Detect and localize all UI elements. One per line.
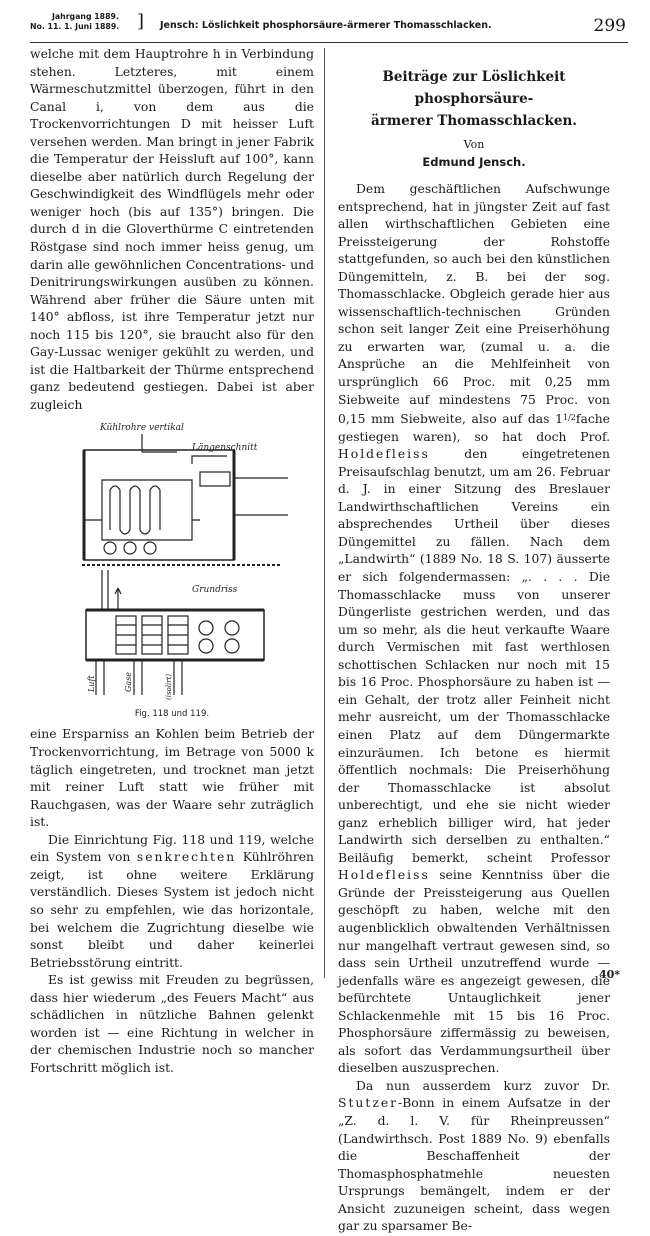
right-p2-a: Da nun ausserdem kurz zuvor Dr. <box>356 1078 610 1093</box>
right-p1-a: Dem geschäftlichen Aufschwunge entsprechend, hat in jüngster Zeit auf fast allen wirthschaftlichen Gebieten eine Preissteigerung der Rohstoffe stattgefunden, so auch bei den künstlichen Düngemitteln, z. B. bei der sog. Thomasschlacke. Obgleich gerade hier aus wissenschaftlich-technischen Gründen schon seit langer Zeit eine Preiserhöhung zu erwarten war, (zumal u. a. die Ansprüche an die Mehlfeinheit von ursprünglich 66 Proc. mit 0,25 mm Siebweite auf mindestens 75 Proc. von 0,15 mm Siebweite, also auf das 1 <box>338 182 610 427</box>
header-rule <box>30 42 628 43</box>
article-author: Edmund Jensch. <box>422 155 526 169</box>
label-laengenschnitt: Längenschnitt <box>192 443 258 454</box>
journal-info <box>30 12 138 32</box>
left-paragraph-3: Es ist gewiss mit Freuden zu begrüssen, dass hier wiederum „des Feuers Macht“ aus schädlichen in nützliche Bahnen gelenkt worden ist — eine Richtung in welcher in der chemischen Industrie noch so mancher Fortschritt möglich ist. <box>30 973 314 1075</box>
label-luft: Luft <box>87 675 96 693</box>
figure-caption: Fig. 118 und 119. <box>134 709 210 720</box>
name-stutzer: Stutzer <box>338 1096 399 1111</box>
article-title <box>338 66 610 132</box>
left-p2-b: Kühlröhren zeigt, ist ohne weitere Erklärung verständlich. Dieses System ist jedoch nicht so sehr zu empfehlen, wie das horizontale, bei welchem die Zugrichtung dieselbe wie sonst bleibt und daher keinerlei Betriebsstörung eintritt. <box>30 850 314 970</box>
article-von: Von <box>463 138 485 151</box>
running-header <box>30 12 628 42</box>
label-isolirt: (isolirt) <box>165 674 173 701</box>
page-number: 299 <box>593 16 626 36</box>
journal-issue: No. 11. 1. Juni 1889. <box>30 22 120 31</box>
left-p2-a: Die Einrichtung Fig. 118 und 119, welche ein System von <box>30 832 314 865</box>
left-text-top: welche mit dem Hauptrohre h in Verbindung stehen. Letzteres, mit einem Wärmeschutzmittel überzogen, führt in den Canal i, von dem aus die Trockenvorrichtungen D mit heisser Luft versehen werden. Man bringt in jener Fabrik die Temperatur der Heissluft auf 100°, kann dieselbe aber natürlich durch Regelung der Geschwindigkeit des Windflügels mehr oder weniger hoch (bis auf 135°) bringen. Die durch d in die Gloverthürme C eintretenden Röstgase sind noch immer heiss genug, um darin alle gewöhnlichen Concentrations- und Denitrirungswirkungen ausüben zu können. Während aber früher die Säure unten mit 140° abfloss, ist ihre Temperatur jetzt nur noch 115 bis 120°, sie braucht also für den Gay-Lussac weniger gekühlt zu werden, und ist die Haltbarkeit der Thürme entsprechend ganz bedeutend gestiegen. Dabei ist aber zugleich <box>30 47 314 412</box>
left-paragraph-2 <box>30 832 314 972</box>
sheet-signature: 40* <box>598 968 620 981</box>
label-grundriss: Grundriss <box>192 585 238 596</box>
running-title: Jensch: Löslichkeit phosphorsäure-ärmerer Thomasschlacken. <box>160 20 492 31</box>
fraction-one-half: 1/2 <box>563 413 576 423</box>
name-holdefleiss: Holdefleiss <box>338 447 430 462</box>
label-gase: Gase <box>124 672 133 693</box>
article-title-line-1: Beiträge zur Löslichkeit phosphorsäure- <box>382 69 566 107</box>
left-paragraph-1: eine Ersparniss an Kohlen beim Betrieb der Trockenvorrichtung, im Betrage von 5000 k täglich eingetreten, und trocknet man jetzt mit reiner Luft statt wie früher mit Rauchgasen, was der Waare sehr zuträglich ist. <box>30 727 314 830</box>
right-paragraph-2 <box>338 1078 610 1236</box>
right-paragraph-1 <box>338 181 610 1078</box>
left-column <box>30 46 314 1077</box>
right-p1-c: den eingetretenen Preisaufschlag benutzt, um am 26. Februar d. J. in einer Sitzung des Breslauer Landwirthschaftlichen Vereins ein absprechendes Urtheil über dieses Düngemittel zu fällen. Nach dem „Landwirth“ (1889 No. 18 S. 107) äusserte er sich folgendermassen: „. . . . Die Thomasschlacke muss von unserer Düngerliste gestrichen werden, und das um so mehr, als die heut verkaufte Waare durch Vermischen mit fast werthlosen schottischen Schlacken nur noch mit 15 bis 16 Proc. Phosphorsäure zu haben ist — ein Gehalt, der trotz aller Feinheit nicht mehr ausreicht, um der Thomasschlacke einen Platz auf dem Düngermarkte einzuräumen. Ich betone es hiermit öffentlich nochmals: Die Preiserhöhung der Thomasschlacke ist absolut unberechtigt, und ehe sie nicht wieder ganz erheblich billiger wird, hat jeder Landwirth sich derselben zu enthalten.“ Beiläufig bemerkt, scheint Professor <box>338 447 610 865</box>
right-p1-d: seine Kenntniss über die Gründe der Preissteigerung aus Quellen geschöpft zu haben, welche mit den augenblicklich obwaltenden Verhältnissen nur mangelhaft vertraut gewesen sind, so dass sein Urtheil unzutreffend wurde — jedenfalls wäre es angezeigt gewesen, die befürchtete Untauglichkeit jener Schlackenmehle mit 15 bis 16 Proc. Phosphorsäure ziffermässig zu beweisen, als sofort das Verdammungsurtheil über dieselben auszusprechen. <box>338 868 610 1076</box>
name-holdefleiss-2: Holdefleiss <box>338 868 430 883</box>
article-title-line-2: ärmerer Thomasschlacken. <box>371 113 577 129</box>
left-p2-spaced: senkrechten <box>136 850 237 865</box>
right-p1-b: fache gestiegen waren), so hat doch Prof. <box>338 412 610 444</box>
column-divider <box>324 48 325 978</box>
right-p2-b: -Bonn in einem Aufsatze in der „Z. d. l. V. für Rheinpreussen“ (Landwirthsch. Post 1889 No. 9) ebenfalls die Beschaffenheit der Thomasphosphatmehle neuesten Ursprungs bemängelt, indem er der Ansicht zuzuneigen scheint, dass wegen gar zu sparsamer Be- <box>338 1096 610 1234</box>
cooling-tube-drawing <box>82 420 288 702</box>
header-bracket: ] <box>137 11 145 32</box>
figure-118-119 <box>30 414 314 726</box>
right-column <box>338 46 610 1236</box>
journal-year: Jahrgang 1889. <box>52 12 119 21</box>
label-kuehlrohre: Kühlrohre vertikal <box>100 423 184 434</box>
